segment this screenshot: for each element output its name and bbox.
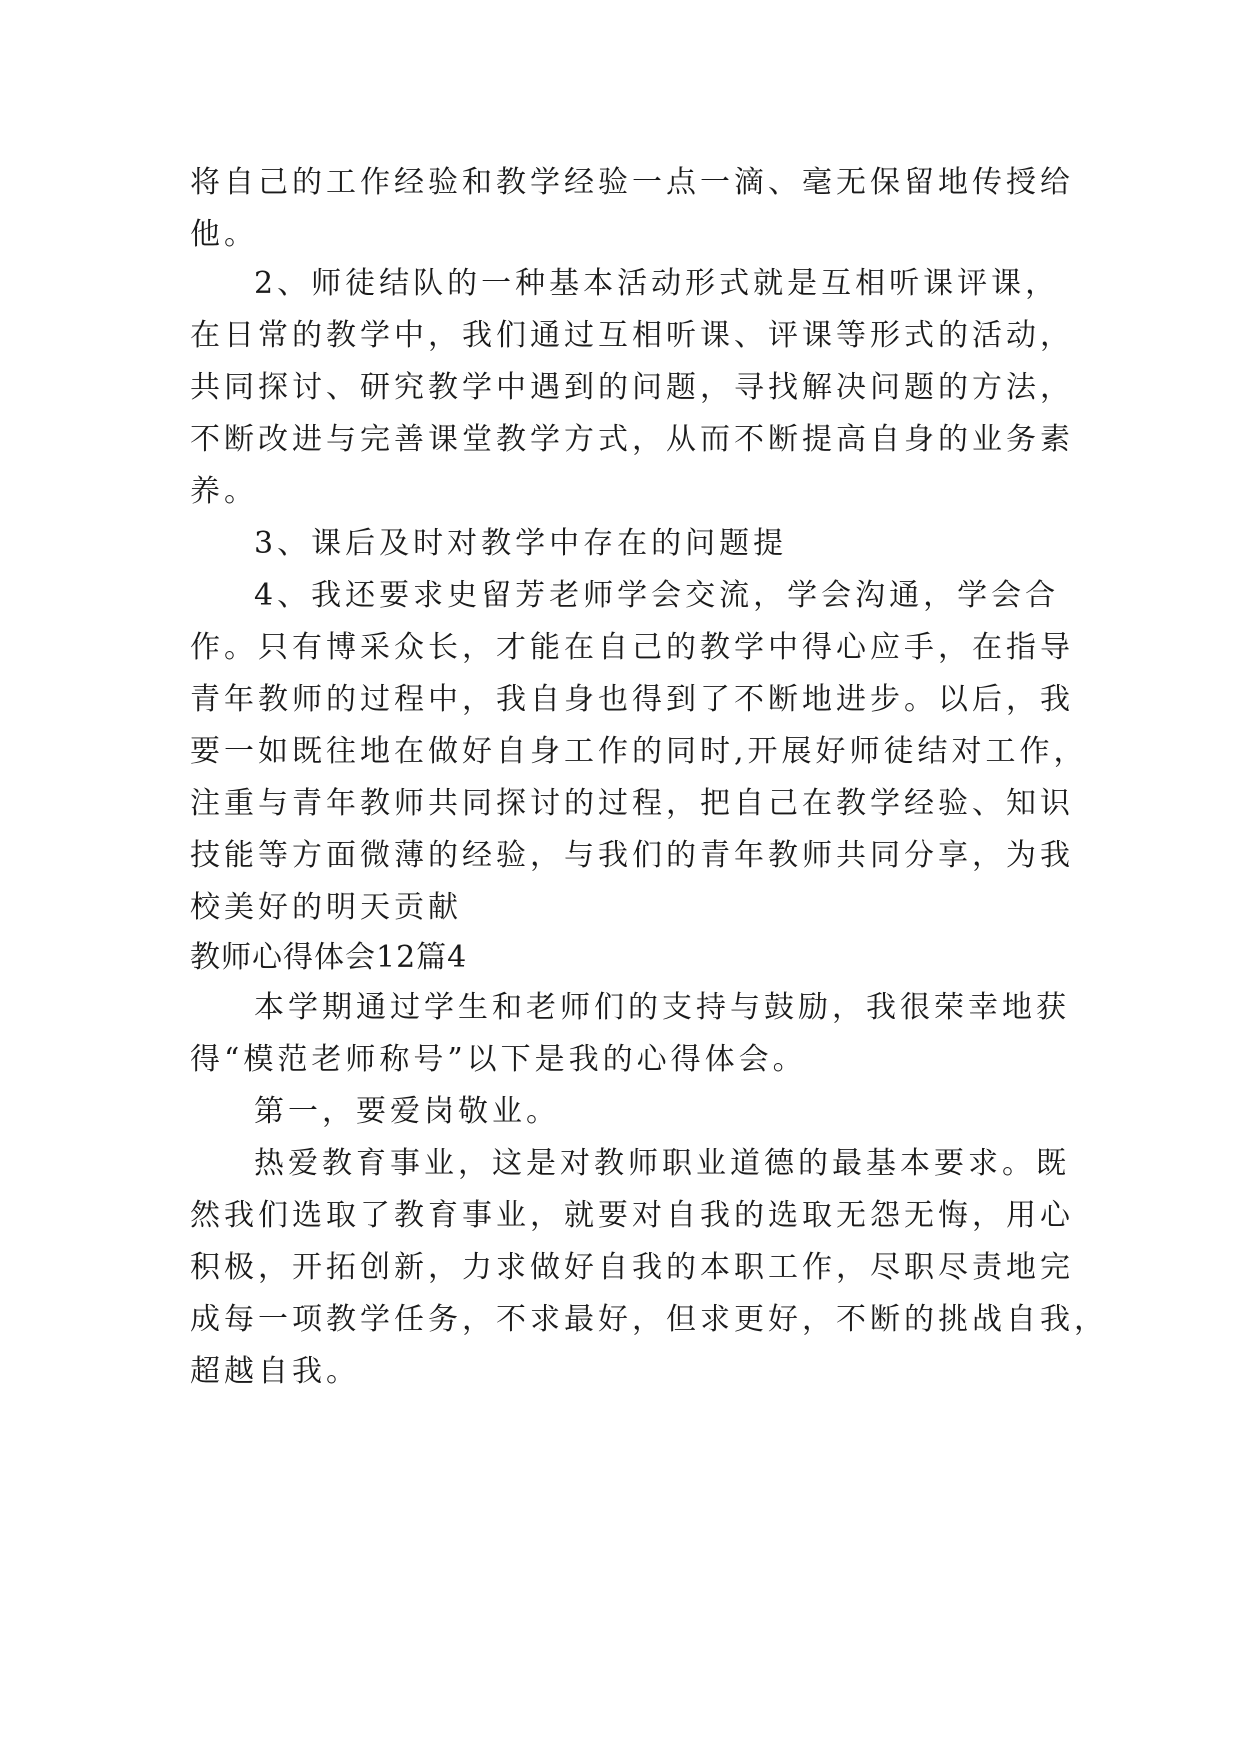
text-line: 要一如既往地在做好自身工作的同时,开展好师徒结对工作， bbox=[190, 734, 1088, 769]
text-line: 3、课后及时对教学中存在的问题提 bbox=[254, 526, 788, 561]
text-line: 积极，开拓创新，力求做好自我的本职工作，尽职尽责地完 bbox=[190, 1250, 1074, 1285]
text-line: 超越自我。 bbox=[190, 1354, 360, 1389]
text-line: 他。 bbox=[190, 217, 258, 252]
text-line: 作。只有博采众长，才能在自己的教学中得心应手，在指导 bbox=[190, 630, 1074, 665]
text-line: 注重与青年教师共同探讨的过程，把自己在教学经验、知识 bbox=[190, 786, 1074, 821]
text-line: 成每一项教学任务，不求最好，但求更好，不断的挑战自我， bbox=[190, 1302, 1108, 1337]
text-line: 青年教师的过程中，我自身也得到了不断地进步。以后，我 bbox=[190, 682, 1074, 717]
text-line: 技能等方面微薄的经验，与我们的青年教师共同分享，为我 bbox=[190, 838, 1074, 873]
text-line: 2、师徒结队的一种基本活动形式就是互相听课评课， bbox=[254, 266, 1060, 301]
text-line: 将自己的工作经验和教学经验一点一滴、毫无保留地传授给 bbox=[190, 165, 1074, 200]
text-line: 养。 bbox=[190, 474, 258, 509]
text-line: 热爱教育事业，这是对教师职业道德的最基本要求。既 bbox=[254, 1146, 1070, 1181]
text-line: 4、我还要求史留芳老师学会交流，学会沟通，学会合 bbox=[254, 578, 1060, 613]
text-line: 然我们选取了教育事业，就要对自我的选取无怨无悔，用心 bbox=[190, 1198, 1074, 1233]
text-line: 第一，要爱岗敬业。 bbox=[254, 1094, 560, 1129]
text-line: 得“模范老师称号”以下是我的心得体会。 bbox=[190, 1042, 807, 1077]
text-line: 校美好的明天贡献 bbox=[190, 890, 462, 925]
text-line: 不断改进与完善课堂教学方式，从而不断提高自身的业务素 bbox=[190, 422, 1074, 457]
section-heading: 教师心得体会12篇4 bbox=[190, 940, 468, 975]
text-line: 在日常的教学中，我们通过互相听课、评课等形式的活动， bbox=[190, 318, 1074, 353]
text-line: 共同探讨、研究教学中遇到的问题，寻找解决问题的方法， bbox=[190, 370, 1074, 405]
text-line: 本学期通过学生和老师们的支持与鼓励，我很荣幸地获 bbox=[254, 990, 1070, 1025]
